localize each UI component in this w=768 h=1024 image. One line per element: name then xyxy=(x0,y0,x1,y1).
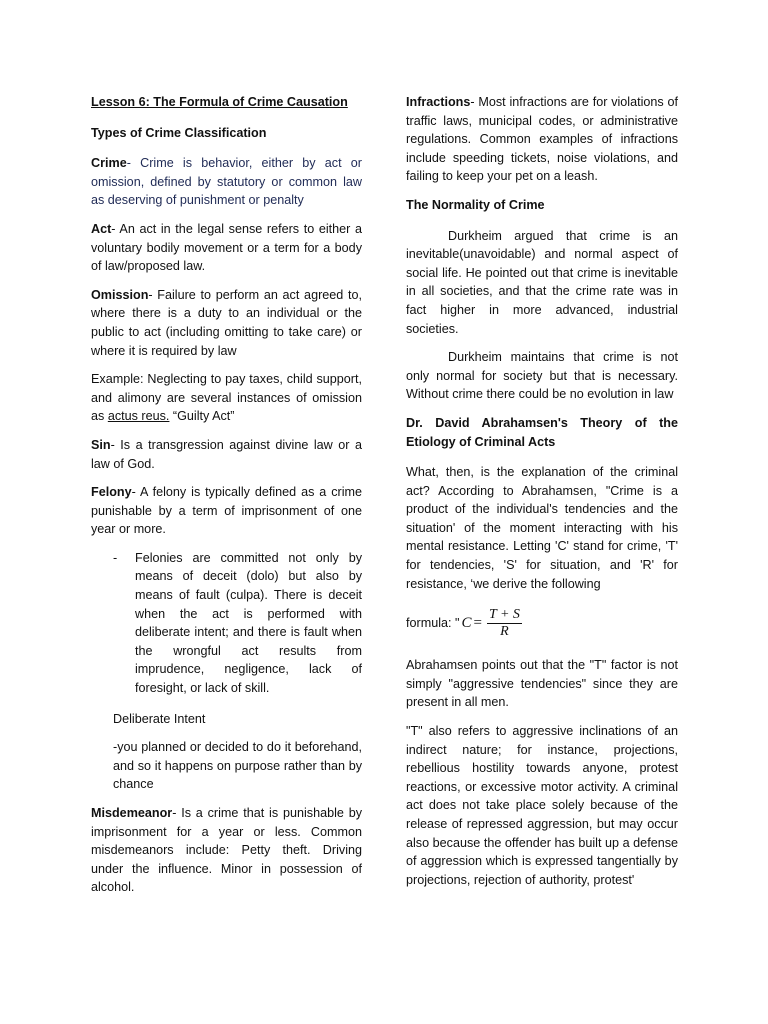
formula-numerator: T + S xyxy=(488,607,520,623)
term-act: Act xyxy=(91,221,112,236)
term-omission: Omission xyxy=(91,287,149,302)
deliberate-intent-text: -you planned or decided to do it beforehand, and so it happens on purpose rather than by chance xyxy=(113,740,362,792)
t-refers-paragraph: "T" also refers to aggressive inclinations of an indirect nature; for instance, projections, rebellious hostility towards anyone, protest reactions, or excessive motor activity. A criminal act does not take place solely because of the release of repressed aggression, but may occur also because the offender has built up a defense of aggression which is expressed tangentially by projections, rejection of authority, protest' xyxy=(406,724,678,887)
term-felony: Felony xyxy=(91,485,132,500)
crime-formula xyxy=(406,607,678,640)
lesson-title: Lesson 6: The Formula of Crime Causation xyxy=(91,95,348,109)
omission-example xyxy=(91,370,362,426)
formula-equals: = xyxy=(473,615,482,632)
bullet-dash: - xyxy=(113,550,118,565)
types-heading: Types of Crime Classification xyxy=(91,125,267,140)
act-definition xyxy=(91,220,362,276)
right-column xyxy=(406,93,678,899)
infractions-definition xyxy=(406,93,678,186)
abrahamsen-heading: Dr. David Abrahamsen's Theory of the Etiology of Criminal Acts xyxy=(406,415,678,449)
felony-text: - A felony is typically defined as a crime punishable by a term of imprisonment of one year or more. xyxy=(91,485,362,537)
term-infractions: Infractions xyxy=(406,95,471,109)
misdemeanor-text: - Is a crime that is punishable by imprisonment for a year or less. Common misdemeanors include: Petty theft. Driving under the influence. Minor in possession of alcohol. xyxy=(91,806,362,895)
t-factor-paragraph: Abrahamsen points out that the "T" factor is not simply "aggressive tendencies" since they are present in all men. xyxy=(406,658,678,710)
omission-text: - Failure to perform an act agreed to, where there is a duty to an individual or the public to act (including omitting to take care) or where it is required by law xyxy=(91,287,362,358)
actus-reus: actus reus. xyxy=(107,409,170,424)
sin-definition xyxy=(91,436,362,473)
formula-lhs: C xyxy=(461,615,472,632)
example-text: Example: Neglecting to pay taxes, child support, and alimony are several instances of omission as xyxy=(91,372,362,424)
omission-definition xyxy=(91,286,362,360)
normality-heading: The Normality of Crime xyxy=(406,197,545,212)
crime-definition xyxy=(91,154,362,210)
formula-fraction xyxy=(487,607,522,640)
formula-denominator: R xyxy=(500,624,509,640)
example-tail: “Guilty Act” xyxy=(169,409,235,424)
sin-text: - Is a transgression against divine law or a law of God. xyxy=(91,437,362,471)
term-sin: Sin xyxy=(91,437,111,452)
durkheim-paragraph-2: Durkheim maintains that crime is not only normal for society but that is necessary. Without crime there could be no evolution in law xyxy=(406,350,678,402)
abrahamsen-paragraph: What, then, is the explanation of the criminal act? According to Abrahamsen, "Crime is a product of the individual's tendencies and the situation' of the moment interacting with his mental resistance. Letting 'C' stand for crime, 'T' for tendencies, 'S' for situation, and 'R' for resistance, ‘we derive the following xyxy=(406,465,678,591)
deliberate-intent-heading: Deliberate Intent xyxy=(113,711,206,726)
infractions-text: - Most infractions are for violations of traffic laws, municipal codes, or administrative regulations. Common examples of infractions include speeding tickets, noise violations, and failing to keep your pet on a leash. xyxy=(406,95,678,184)
term-misdemeanor: Misdemeanor xyxy=(91,806,173,820)
felony-definition xyxy=(91,483,362,539)
crime-text: - Crime is behavior, either by act or omission, defined by statutory or common law as deserving of punishment or penalty xyxy=(91,156,362,208)
durkheim-paragraph-1: Durkheim argued that crime is an inevitable(unavoidable) and normal aspect of social life. He pointed out that crime is inevitable in all societies, and that the crime rate was in fact higher in more advanced, industrial societies. xyxy=(406,228,678,336)
misdemeanor-definition xyxy=(91,804,362,897)
left-column xyxy=(91,93,362,907)
felony-bullet xyxy=(113,549,362,698)
felony-bullet-text: Felonies are committed not only by means of deceit (dolo) but also by means of fault (culpa). There is deceit when the act is performed with deliberate intent; and there is fault when the wrongful act results from imprudence, negligence, lack of foresight, or lack of skill. xyxy=(135,550,362,696)
act-text: - An act in the legal sense refers to either a voluntary bodily movement or a term for a body of law/proposed law. xyxy=(91,221,362,274)
term-crime: Crime xyxy=(91,156,127,171)
formula-label: formula: " xyxy=(406,616,460,631)
